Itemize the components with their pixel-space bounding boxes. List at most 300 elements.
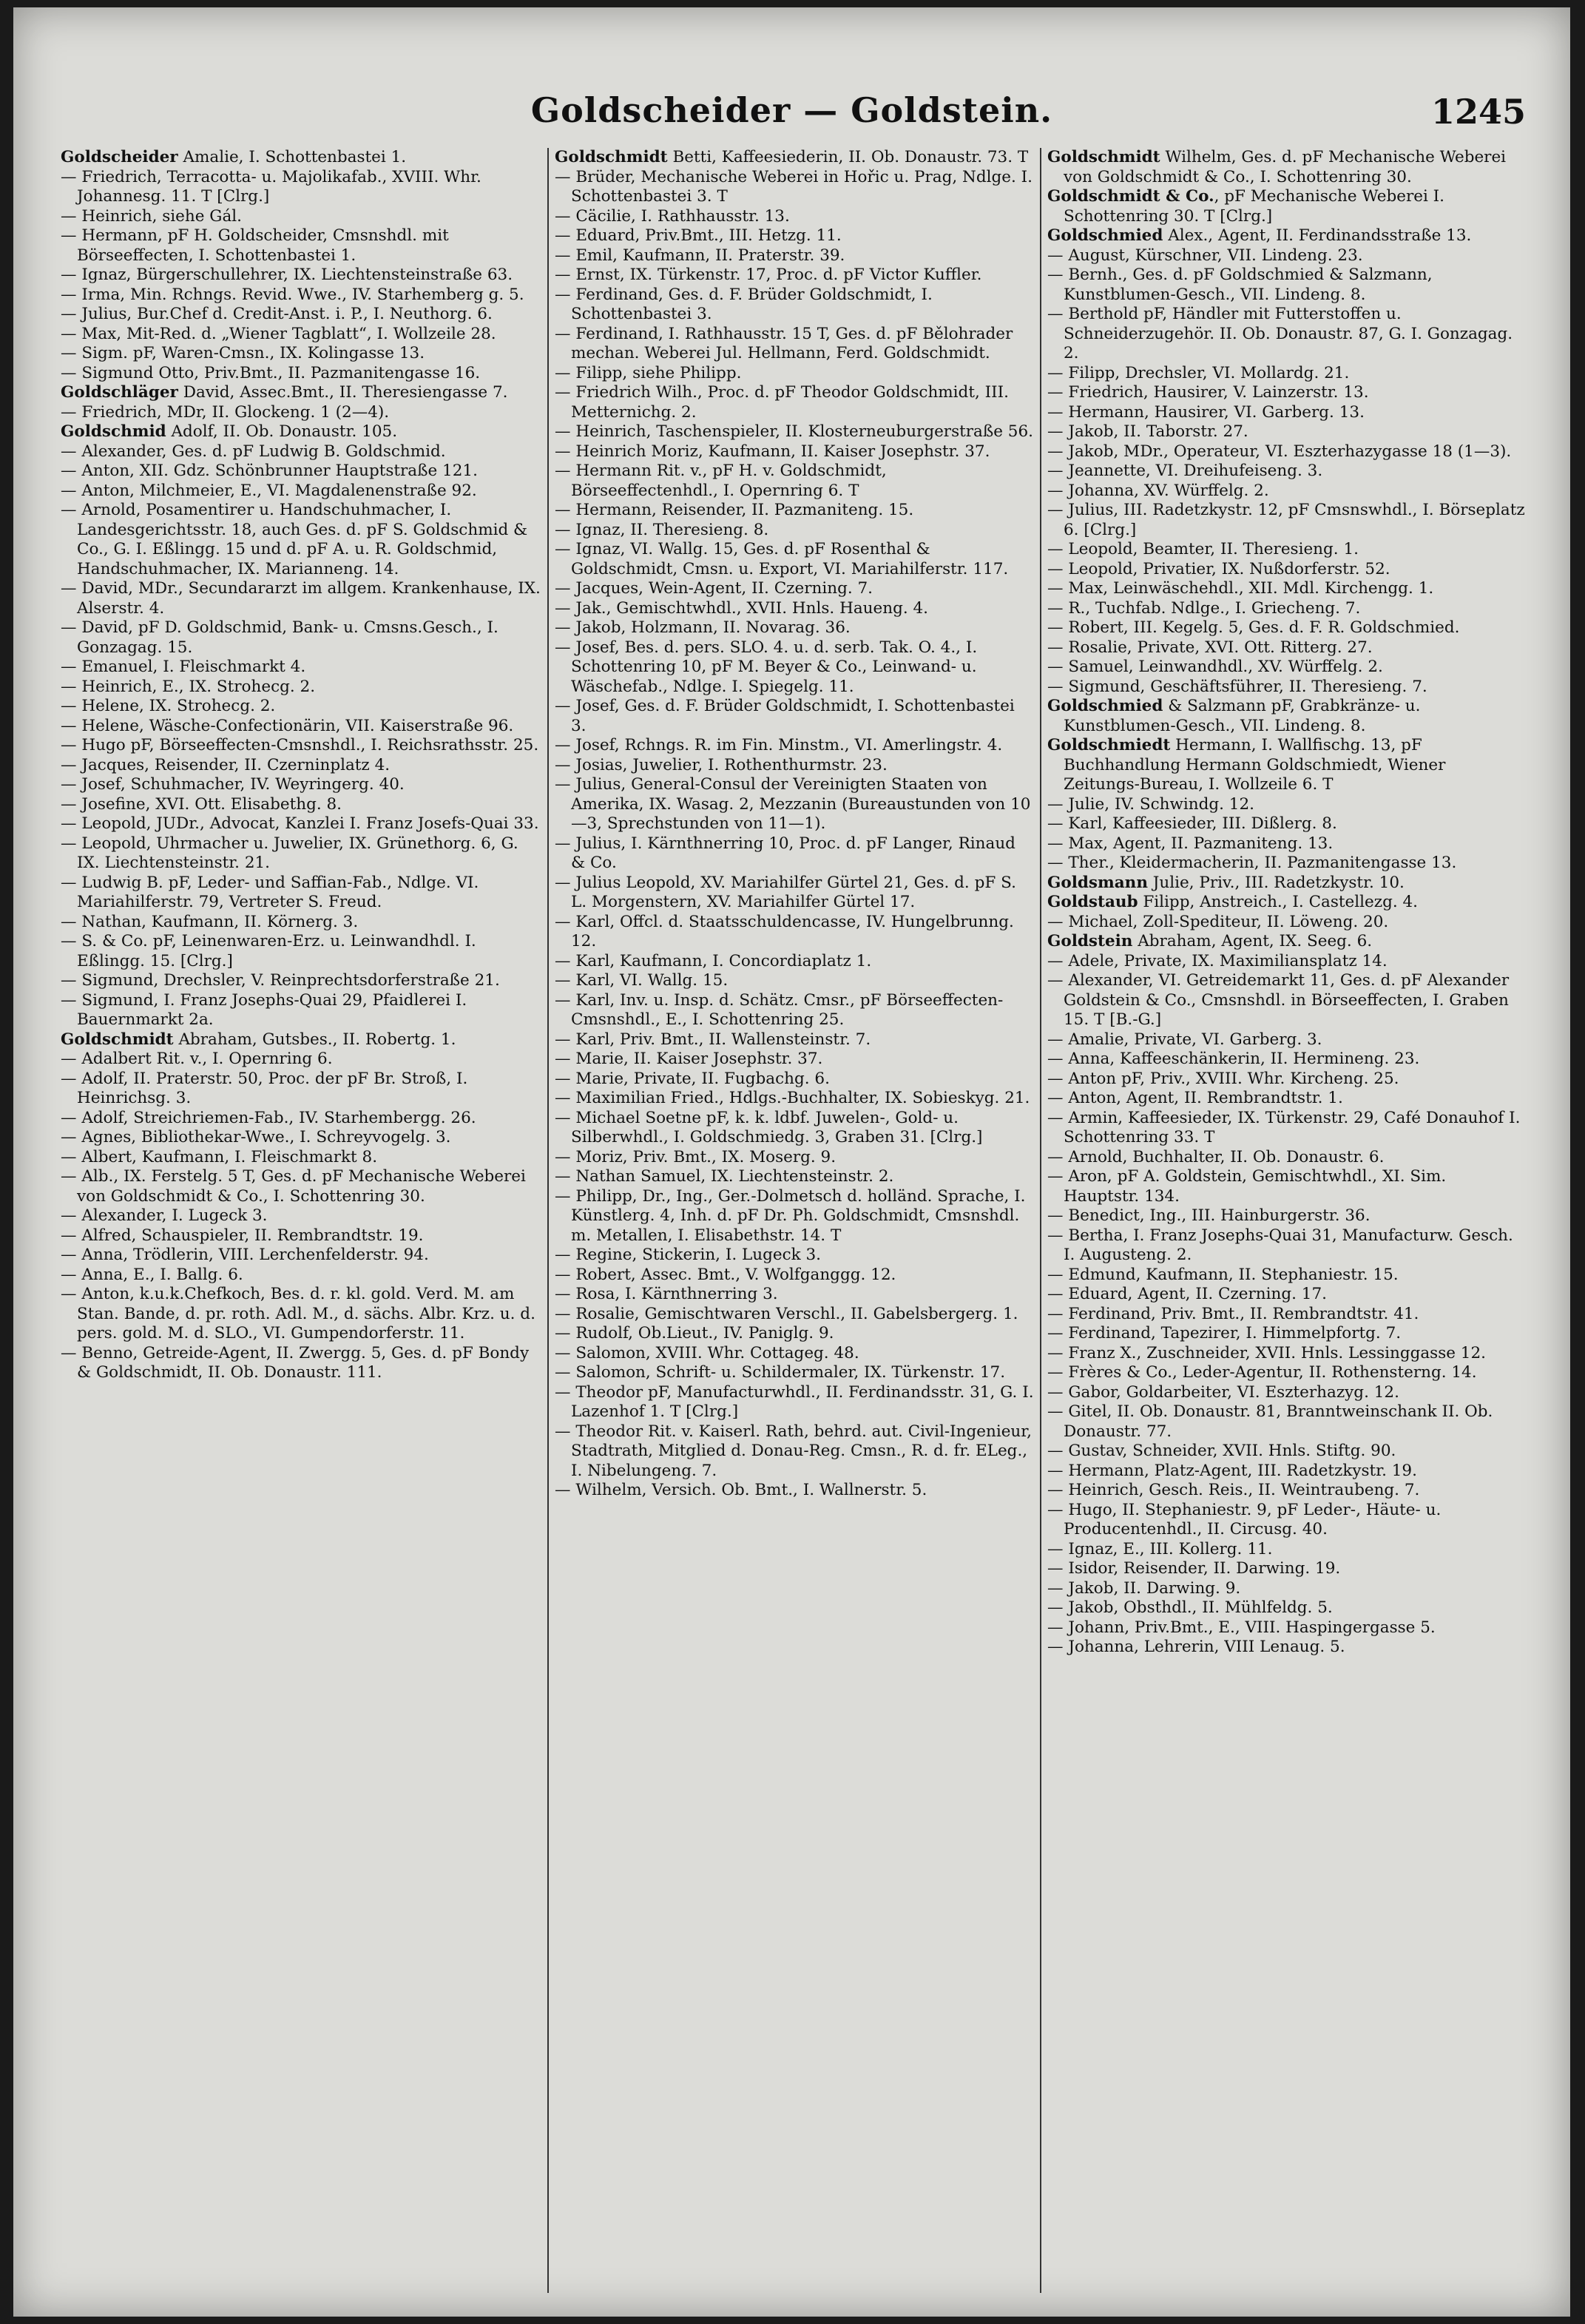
entry-text: — Edmund, Kaufmann, II. Stephaniestr. 15. xyxy=(1047,1265,1399,1284)
directory-entry xyxy=(555,579,1034,599)
entry-text: , pF Mechanische Weberei I. Schottenring 30. T [Clrg.] xyxy=(1064,187,1444,226)
entry-text: — Jakob, II. Darwing. 9. xyxy=(1047,1578,1241,1598)
directory-entry xyxy=(1047,1481,1527,1501)
directory-entry xyxy=(1047,482,1527,501)
entry-text: — Jeannette, VI. Dreihufeiseng. 3. xyxy=(1047,462,1323,480)
directory-entry xyxy=(555,638,1034,697)
directory-entry xyxy=(555,207,1034,227)
entry-text: — Gitel, II. Ob. Donaustr. 81, Branntweinschank II. Ob. Donaustr. 77. xyxy=(1047,1402,1493,1441)
entry-text: — Anna, Trödlerin, VIII. Lerchenfelderstr. 94. xyxy=(61,1246,429,1264)
directory-entry xyxy=(555,521,1034,541)
directory-entry xyxy=(61,1148,541,1168)
directory-entry xyxy=(61,305,541,325)
entry-text: — Karl, Offcl. d. Staatsschuldencasse, IV. Hungelbrunng. 12. xyxy=(555,912,1014,950)
entry-text: — Emil, Kaufmann, II. Praterstr. 39. xyxy=(555,246,845,265)
directory-entry xyxy=(1047,1501,1527,1540)
entry-text: — Josef, Schuhmacher, IV. Weyringerg. 40. xyxy=(61,775,405,794)
entry-text: — Alexander, I. Lugeck 3. xyxy=(61,1206,268,1225)
entry-text: — Max, Agent, II. Pazmaniteng. 13. xyxy=(1047,834,1334,853)
directory-entry xyxy=(555,1363,1034,1383)
directory-entry xyxy=(1047,893,1527,913)
entry-text: — Albert, Kaufmann, I. Fleischmarkt 8. xyxy=(61,1147,378,1166)
directory-entry xyxy=(1047,1285,1527,1305)
entry-text: — David, MDr., Secundararzt im allgem. Krankenhause, IX. Alserstr. 4. xyxy=(61,579,541,618)
directory-entry xyxy=(61,658,541,678)
directory-entry xyxy=(1047,501,1527,540)
directory-entry xyxy=(61,501,541,579)
entry-text: — Jakob, Obsthdl., II. Mühlfeldg. 5. xyxy=(1047,1598,1333,1617)
entry-text: — Salomon, XVIII. Whr. Cottageg. 48. xyxy=(555,1343,859,1362)
directory-entry xyxy=(1047,1030,1527,1050)
directory-entry xyxy=(555,1285,1034,1305)
entry-text: — Sigmund, I. Franz Josephs-Quai 29, Pfaidlerei I. Bauernmarkt 2a. xyxy=(61,990,467,1029)
directory-entry xyxy=(1047,874,1527,894)
directory-entry xyxy=(555,1089,1034,1109)
directory-entry xyxy=(1047,1148,1527,1168)
entry-text: — Hermann, pF H. Goldscheider, Cmsnshdl. mit Börseeffecten, I. Schottenbastei 1. xyxy=(61,226,449,265)
directory-entry xyxy=(61,1167,541,1206)
directory-entry xyxy=(1047,1383,1527,1403)
entry-text: — Jacques, Reisender, II. Czerninplatz 4. xyxy=(61,755,391,774)
directory-entry xyxy=(1047,618,1527,638)
entry-text: — Max, Leinwäschehdl., XII. Mdl. Kirchengg. 1. xyxy=(1047,579,1434,598)
entry-text: — Josefine, XVI. Ott. Elisabethg. 8. xyxy=(61,794,342,814)
entry-text: — Alfred, Schauspieler, II. Rembrandtstr. 19. xyxy=(61,1226,424,1245)
directory-entry xyxy=(61,403,541,423)
directory-entry xyxy=(61,717,541,737)
entry-text: — Anton, XII. Gdz. Schönbrunner Hauptstraße 121. xyxy=(61,462,478,480)
entry-text: — Hermann Rit. v., pF H. v. Goldschmidt, Börseeffectenhdl., I. Opernring 6. T xyxy=(555,462,887,500)
directory-entry xyxy=(1047,1540,1527,1560)
directory-entry xyxy=(1047,1109,1527,1148)
entry-text: — Wilhelm, Versich. Ob. Bmt., I. Wallnerstr. 5. xyxy=(555,1481,927,1499)
directory-entry xyxy=(1047,383,1527,403)
entry-text: — Karl, Inv. u. Insp. d. Schätz. Cmsr., pF Börseeffecten-Cmsnshdl., E., I. Schottenring 25. xyxy=(555,990,1004,1029)
entry-text: — Anna, E., I. Ballg. 6. xyxy=(61,1265,243,1284)
entry-text: — Josef, Bes. d. pers. SLO. 4. u. d. serb. Tak. O. 4., I. Schottenring 10, pF M. Beyer & Co., Leinwand- u. Wäschefab., Ndlge. I. Spiegelg. 11. xyxy=(555,638,978,696)
directory-entry xyxy=(61,795,541,815)
entry-text: — Theodor Rit. v. Kaiserl. Rath, behrd. aut. Civil-Ingenieur, Stadtrath, Mitglied d. Donau-Reg. Cmsn., R. d. fr. ELeg., I. Nibelungeng. 7. xyxy=(555,1422,1033,1480)
directory-entry xyxy=(1047,1402,1527,1442)
entry-text: — Maximilian Fried., Hdlgs.-Buchhalter, IX. Sobieskyg. 21. xyxy=(555,1089,1030,1107)
directory-entry xyxy=(555,148,1034,168)
entry-text: Abraham, Agent, IX. Seeg. 6. xyxy=(1132,932,1373,950)
entry-text: — Nathan Samuel, IX. Liechtensteinstr. 2. xyxy=(555,1167,894,1186)
directory-entry xyxy=(61,1246,541,1266)
directory-entry xyxy=(61,1226,541,1246)
entry-text: — Bertha, I. Franz Josephs-Quai 31, Manufacturw. Gesch. I. Augusteng. 2. xyxy=(1047,1226,1513,1264)
directory-entry xyxy=(555,618,1034,638)
entry-text: — Hermann, Reisender, II. Pazmaniteng. 15. xyxy=(555,501,914,519)
directory-entry xyxy=(555,325,1034,364)
page-number: 1245 xyxy=(1430,92,1526,132)
directory-entry xyxy=(555,1187,1034,1246)
directory-entry xyxy=(1047,403,1527,423)
entry-text: — August, Kürschner, VII. Lindeng. 23. xyxy=(1047,246,1363,265)
directory-entry xyxy=(61,364,541,384)
directory-entry xyxy=(555,599,1034,619)
directory-entry xyxy=(61,991,541,1030)
entry-text: — Benedict, Ing., III. Hainburgerstr. 36. xyxy=(1047,1206,1371,1225)
directory-entry xyxy=(555,286,1034,325)
directory-entry xyxy=(61,148,541,168)
entry-text: — Alexander, VI. Getreidemarkt 11, Ges. d. pF Alexander Goldstein & Co., Cmsnshdl. in Börseeffecten, I. Graben 15. T [B.-G.] xyxy=(1047,971,1510,1029)
directory-entry xyxy=(555,952,1034,972)
entry-text: — Friedrich, Terracotta- u. Majolikafab., XVIII. Whr. Johannesg. 11. T [Clrg.] xyxy=(61,167,481,206)
entry-text: — Michael, Zoll-Spediteur, II. Löweng. 20. xyxy=(1047,912,1389,931)
directory-entry xyxy=(1047,540,1527,560)
directory-entry xyxy=(1047,795,1527,815)
directory-entry xyxy=(1047,599,1527,619)
entry-text: — Heinrich Moriz, Kaufmann, II. Kaiser Josephstr. 37. xyxy=(555,442,990,461)
directory-entry xyxy=(1047,1363,1527,1383)
entry-text: — Sigmund, Geschäftsführer, II. Theresieng. 7. xyxy=(1047,677,1427,696)
entry-text: — Samuel, Leinwandhdl., XV. Würffelg. 2. xyxy=(1047,658,1383,676)
directory-entry xyxy=(61,971,541,991)
directory-entry xyxy=(61,422,541,442)
entry-text: — Marie, II. Kaiser Josephstr. 37. xyxy=(555,1050,823,1068)
entry-text: Betti, Kaffeesiederin, II. Ob. Donaustr. 73. T xyxy=(667,148,1029,166)
entry-text: — Ferdinand, Tapezirer, I. Himmelpfortg. 7. xyxy=(1047,1324,1402,1342)
directory-entry xyxy=(1047,560,1527,580)
entry-text: — Gustav, Schneider, XVII. Hnls. Stiftg. 90. xyxy=(1047,1442,1396,1460)
directory-entry xyxy=(555,226,1034,246)
entry-text: — Ludwig B. pF, Leder- und Saffian-Fab., Ndlge. VI. Mariahilferstr. 79, Vertreter S. Freud. xyxy=(61,873,479,911)
directory-entry xyxy=(1047,305,1527,364)
entry-text: — Ignaz, Bürgerschullehrer, IX. Liechtensteinstraße 63. xyxy=(61,266,513,284)
directory-entry xyxy=(555,501,1034,521)
directory-entry xyxy=(555,874,1034,913)
entry-text: — Gabor, Goldarbeiter, VI. Eszterhazyg. 12. xyxy=(1047,1382,1399,1402)
entry-surname: Goldschmidt xyxy=(555,148,668,166)
directory-entry xyxy=(61,1266,541,1286)
entry-text: — Cäcilie, I. Rathhausstr. 13. xyxy=(555,206,790,226)
directory-entry xyxy=(61,482,541,501)
directory-entry xyxy=(1047,579,1527,599)
directory-entry xyxy=(555,1344,1034,1364)
directory-entry xyxy=(1047,1206,1527,1226)
directory-entry xyxy=(61,1285,541,1344)
entry-text: — Adele, Private, IX. Maximiliansplatz 14. xyxy=(1047,951,1388,970)
entry-text: — Ferdinand, I. Rathhausstr. 15 T, Ges. d. pF Bělohrader mechan. Weberei Jul. Hellmann, Ferd. Goldschmidt. xyxy=(555,324,1013,362)
directory-entry xyxy=(1047,1462,1527,1482)
directory-entry xyxy=(61,814,541,834)
entry-text: — Ignaz, II. Theresieng. 8. xyxy=(555,520,769,539)
directory-entry xyxy=(555,266,1034,286)
entry-surname: Goldschmiedt xyxy=(1047,736,1171,754)
entry-text: — Sigmund Otto, Priv.Bmt., II. Pazmanitengasse 16. xyxy=(61,363,481,382)
entry-text: — Eduard, Agent, II. Czerning. 17. xyxy=(1047,1285,1327,1303)
entry-text: — Jak., Gemischtwhdl., XVII. Hnls. Haueng. 4. xyxy=(555,598,929,618)
directory-entry xyxy=(1047,246,1527,266)
directory-entry xyxy=(1047,834,1527,854)
directory-entry xyxy=(1047,1598,1527,1618)
directory-entry xyxy=(555,422,1034,442)
directory-entry xyxy=(1047,1266,1527,1286)
entry-text: Julie, Priv., III. Radetzkystr. 10. xyxy=(1147,873,1405,892)
entry-surname: Goldschmied xyxy=(1047,226,1163,245)
entry-text: — Josias, Juwelier, I. Rothenthurmstr. 23. xyxy=(555,755,888,774)
directory-entry xyxy=(1047,952,1527,972)
entry-text: — Franz X., Zuschneider, XVII. Hnls. Lessinggasse 12. xyxy=(1047,1343,1487,1362)
directory-entry xyxy=(555,442,1034,462)
directory-entry xyxy=(1047,638,1527,658)
entry-text: — Friedrich Wilh., Proc. d. pF Theodor Goldschmidt, III. Metternichg. 2. xyxy=(555,383,1009,422)
entry-text: — Ignaz, VI. Wallg. 15, Ges. d. pF Rosenthal & Goldschmidt, Cmsn. u. Export, VI. Mariahilferstr. 117. xyxy=(555,540,1009,578)
entry-surname: Goldsmann xyxy=(1047,873,1148,892)
directory-entry xyxy=(1047,1442,1527,1462)
directory-entry xyxy=(1047,658,1527,678)
entry-text: — Moriz, Priv. Bmt., IX. Moserg. 9. xyxy=(555,1147,837,1166)
entry-text: — Frères & Co., Leder-Agentur, II. Rothensterng. 14. xyxy=(1047,1363,1477,1382)
directory-entry xyxy=(1047,1226,1527,1266)
directory-entry xyxy=(61,913,541,933)
entry-surname: Goldschmidt xyxy=(61,1030,174,1049)
directory-entry xyxy=(555,756,1034,776)
entry-text: Filipp, Anstreich., I. Castellezg. 4. xyxy=(1138,893,1419,911)
directory-entry xyxy=(1047,148,1527,187)
entry-text: — Ferdinand, Priv. Bmt., II. Rembrandtstr. 41. xyxy=(1047,1304,1419,1323)
entry-text: — Hermann, Platz-Agent, III. Radetzkystr. 19. xyxy=(1047,1461,1417,1480)
entry-text: — Heinrich, E., IX. Strohecg. 2. xyxy=(61,677,316,696)
directory-entry xyxy=(1047,1324,1527,1344)
entry-text: — Jacques, Wein-Agent, II. Czerning. 7. xyxy=(555,579,873,598)
directory-entry xyxy=(1047,854,1527,874)
entry-text: — Jakob, II. Taborstr. 27. xyxy=(1047,422,1248,441)
entry-text: — Karl, Kaffeesieder, III. Dißlerg. 8. xyxy=(1047,814,1337,833)
directory-entry xyxy=(61,775,541,795)
entry-text: — Rosa, I. Kärnthnerring 3. xyxy=(555,1285,778,1303)
directory-entry xyxy=(61,325,541,345)
entry-text: — Max, Mit-Red. d. „Wiener Tagblatt“, I. Wollzeile 28. xyxy=(61,324,496,343)
entry-text: — Nathan, Kaufmann, II. Körnerg. 3. xyxy=(61,912,359,931)
entry-text: — Ther., Kleidermacherin, II. Pazmanitengasse 13. xyxy=(1047,854,1457,872)
column-1 xyxy=(55,148,547,2293)
entry-text: — Johann, Priv.Bmt., E., VIII. Haspingergasse 5. xyxy=(1047,1618,1436,1637)
directory-entry xyxy=(555,1167,1034,1187)
entry-text: — Anton, Milchmeier, E., VI. Magdalenenstraße 92. xyxy=(61,481,477,500)
entry-text: — Anna, Kaffeeschänkerin, II. Hermineng. 23. xyxy=(1047,1050,1420,1068)
entry-text: — Hermann, Hausirer, VI. Garberg. 13. xyxy=(1047,402,1365,422)
entry-text: — Karl, Priv. Bmt., II. Wallensteinstr. 7. xyxy=(555,1030,871,1049)
entry-text: — Heinrich, Gesch. Reis., II. Weintraubeng. 7. xyxy=(1047,1481,1420,1499)
entry-text: — Julius, I. Kärnthnerring 10, Proc. d. pF Langer, Rinaud & Co. xyxy=(555,834,1015,872)
entry-text: — Helene, IX. Strohecg. 2. xyxy=(61,697,276,715)
entry-text: & Salzmann pF, Grabkränze- u. Kunstblumen-Gesch., VII. Lindeng. 8. xyxy=(1064,697,1421,735)
entry-text: — Theodor pF, Manufacturwhdl., II. Ferdinandsstr. 31, G. I. Lazenhof 1. T [Clrg.] xyxy=(555,1382,1034,1421)
directory-entry xyxy=(61,1128,541,1148)
entry-text: — Arnold, Posamentirer u. Handschuhmacher, I. Landesgerichtsstr. 18, auch Ges. d. pF S. Goldschmid & Co., G. I. Eßlingg. 15 und d. pF A. u. R. Goldschmid, Handschuhmacher, IX. Marianneng. 14. xyxy=(61,501,528,578)
directory-entry xyxy=(1047,1638,1527,1658)
entry-text: — Salomon, Schrift- u. Schildermaler, IX. Türkenstr. 17. xyxy=(555,1363,1006,1382)
entry-text: — Robert, Assec. Bmt., V. Wolfganggg. 12. xyxy=(555,1265,896,1284)
entry-text: — Hugo pF, Börseeffecten-Cmsnshdl., I. Reichsrathsstr. 25. xyxy=(61,736,539,754)
directory-entry xyxy=(1047,1089,1527,1109)
directory-entry xyxy=(61,1070,541,1109)
directory-entry xyxy=(555,246,1034,266)
entry-text: — Adolf, II. Praterstr. 50, Proc. der pF Br. Stroß, I. Heinrichsg. 3. xyxy=(61,1069,468,1107)
entry-text: — Anton pF, Priv., XVIII. Whr. Kircheng. 25. xyxy=(1047,1069,1399,1088)
entry-text: — Rosalie, Gemischtwaren Verschl., II. Gabelsbergerg. 1. xyxy=(555,1304,1018,1323)
entry-surname: Goldschmidt & Co. xyxy=(1047,187,1214,206)
directory-entry xyxy=(1047,932,1527,952)
entry-text: — Rudolf, Ob.Lieut., IV. Paniglg. 9. xyxy=(555,1324,834,1342)
directory-entry xyxy=(61,266,541,286)
entry-text: — Bernh., Ges. d. pF Goldschmied & Salzmann, Kunstblumen-Gesch., VII. Lindeng. 8. xyxy=(1047,266,1433,304)
directory-entry xyxy=(1047,1050,1527,1070)
entry-text: — Ferdinand, Ges. d. F. Brüder Goldschmidt, I. Schottenbastei 3. xyxy=(555,285,933,323)
directory-entry xyxy=(1047,187,1527,226)
directory-entry xyxy=(555,540,1034,579)
directory-entry xyxy=(555,971,1034,991)
directory-entry xyxy=(555,383,1034,422)
directory-entry xyxy=(1047,266,1527,305)
page-title: Goldscheider — Goldstein. xyxy=(530,90,1053,130)
directory-page xyxy=(13,7,1570,2317)
directory-entry xyxy=(61,678,541,697)
entry-text: — Josef, Rchngs. R. im Fin. Minstm., VI. Amerlingstr. 4. xyxy=(555,736,1003,754)
entry-text: — Filipp, Drechsler, VI. Mollardg. 21. xyxy=(1047,363,1350,382)
entry-text: — Alb., IX. Ferstelg. 5 T, Ges. d. pF Mechanische Weberei von Goldschmidt & Co., I. Schottenring 30. xyxy=(61,1167,526,1206)
directory-entry xyxy=(1047,1559,1527,1579)
directory-entry xyxy=(61,344,541,364)
directory-entry xyxy=(555,1246,1034,1266)
directory-entry xyxy=(1047,1305,1527,1325)
entry-surname: Goldschmied xyxy=(1047,697,1163,715)
entry-text: — Ignaz, E., III. Kollerg. 11. xyxy=(1047,1539,1273,1558)
entry-text: — Ernst, IX. Türkenstr. 17, Proc. d. pF Victor Kuffler. xyxy=(555,266,982,284)
directory-entry xyxy=(555,775,1034,834)
entry-text: — S. & Co. pF, Leinenwaren-Erz. u. Leinwandhdl. I. Eßlingg. 15. [Clrg.] xyxy=(61,932,476,970)
entry-text: — Josef, Ges. d. F. Brüder Goldschmidt, I. Schottenbastei 3. xyxy=(555,697,1015,735)
column-2 xyxy=(547,148,1040,2293)
entry-text: — Armin, Kaffeesieder, IX. Türkenstr. 29, Café Donauhof I. Schottenring 33. T xyxy=(1047,1108,1521,1146)
entry-text: — Marie, Private, II. Fugbachg. 6. xyxy=(555,1069,830,1088)
entry-text: — Julie, IV. Schwindg. 12. xyxy=(1047,794,1255,814)
directory-entry xyxy=(555,1383,1034,1422)
entry-text: — Leopold, Privatier, IX. Nußdorferstr. 52. xyxy=(1047,559,1390,578)
entry-text: — Irma, Min. Rchngs. Revid. Wwe., IV. Starhemberg g. 5. xyxy=(61,285,524,304)
directory-entry xyxy=(555,1050,1034,1070)
directory-entry xyxy=(1047,814,1527,834)
directory-entry xyxy=(555,168,1034,207)
directory-entry xyxy=(1047,462,1527,482)
entry-text: — Agnes, Bibliothekar-Wwe., I. Schreyvogelg. 3. xyxy=(61,1128,451,1146)
directory-entry xyxy=(61,697,541,717)
directory-entry xyxy=(61,756,541,776)
directory-entry xyxy=(1047,1618,1527,1638)
directory-entry xyxy=(555,913,1034,952)
directory-entry xyxy=(61,1109,541,1129)
directory-entry xyxy=(61,207,541,227)
entry-text: — Eduard, Priv.Bmt., III. Hetzg. 11. xyxy=(555,226,842,245)
directory-entry xyxy=(555,364,1034,384)
entry-surname: Goldschmidt xyxy=(1047,148,1160,166)
entry-text: — David, pF D. Goldschmid, Bank- u. Cmsns.Gesch., I. Gonzagag. 15. xyxy=(61,618,499,657)
directory-entry xyxy=(61,736,541,756)
directory-entry xyxy=(555,1481,1034,1501)
entry-surname: Goldstein xyxy=(1047,932,1133,950)
entry-text: — Heinrich, siehe Gál. xyxy=(61,206,242,226)
page-header xyxy=(13,90,1570,135)
entry-text: — Anton, Agent, II. Rembrandtstr. 1. xyxy=(1047,1089,1343,1107)
entry-text: — Alexander, Ges. d. pF Ludwig B. Goldschmid. xyxy=(61,442,446,461)
entry-text: — Robert, III. Kegelg. 5, Ges. d. F. R. Goldschmied. xyxy=(1047,618,1460,637)
entry-text: — Berthold pF, Händler mit Futterstoffen u. Schneiderzugehör. II. Ob. Donaustr. 87, G. I. Gonzagag. 2. xyxy=(1047,305,1513,362)
entry-text: David, Assec.Bmt., II. Theresiengasse 7. xyxy=(178,383,508,402)
directory-entry xyxy=(1047,736,1527,795)
directory-entry xyxy=(61,834,541,874)
entry-text: — Johanna, Lehrerin, VIII Lenaug. 5. xyxy=(1047,1638,1345,1656)
entry-text: — Adalbert Rit. v., I. Opernring 6. xyxy=(61,1050,333,1068)
entry-text: — Friedrich, Hausirer, V. Lainzerstr. 13. xyxy=(1047,383,1369,402)
entry-surname: Goldstaub xyxy=(1047,893,1138,911)
directory-entry xyxy=(61,932,541,971)
directory-entry xyxy=(555,697,1034,736)
entry-text: — Leopold, Uhrmacher u. Juwelier, IX. Grünethorg. 6, G. IX. Liechtensteinstr. 21. xyxy=(61,834,518,872)
entry-text: Alex., Agent, II. Ferdinandsstraße 13. xyxy=(1163,226,1472,245)
entry-text: — Brüder, Mechanische Weberei in Hořic u. Prag, Ndlge. I. Schottenbastei 3. T xyxy=(555,167,1033,206)
entry-text: — R., Tuchfab. Ndlge., I. Griecheng. 7. xyxy=(1047,598,1361,618)
entry-text: Amalie, I. Schottenbastei 1. xyxy=(178,148,407,166)
entry-text: — Karl, VI. Wallg. 15. xyxy=(555,971,729,990)
entry-text: — Regine, Stickerin, I. Lugeck 3. xyxy=(555,1246,822,1264)
directory-entry xyxy=(61,286,541,305)
directory-entry xyxy=(61,1206,541,1226)
entry-text: — Julius Leopold, XV. Mariahilfer Gürtel 21, Ges. d. pF S. L. Morgenstern, XV. Mariahilfer Gürtel 17. xyxy=(555,873,1016,911)
entry-text: — Michael Soetne pF, k. k. ldbf. Juwelen-, Gold- u. Silberwhdl., I. Goldschmiedg. 3, Graben 31. [Clrg.] xyxy=(555,1108,983,1146)
directory-entry xyxy=(1047,364,1527,384)
directory-entry xyxy=(555,1324,1034,1344)
entry-text: — Hugo, II. Stephaniestr. 9, pF Leder-, Häute- u. Producentenhdl., II. Circusg. 40. xyxy=(1047,1500,1442,1538)
directory-entry xyxy=(1047,913,1527,933)
directory-entry xyxy=(555,1305,1034,1325)
entry-text: — Julius, III. Radetzkystr. 12, pF Cmsnswhdl., I. Börseplatz 6. [Clrg.] xyxy=(1047,501,1525,539)
directory-entry xyxy=(61,874,541,913)
entry-surname: Goldschmid xyxy=(61,422,166,441)
directory-entry xyxy=(555,1266,1034,1286)
directory-entry xyxy=(1047,1167,1527,1206)
directory-entry xyxy=(1047,971,1527,1030)
directory-entry xyxy=(61,168,541,207)
directory-entry xyxy=(1047,1579,1527,1599)
entry-text: — Emanuel, I. Fleischmarkt 4. xyxy=(61,658,306,676)
directory-entry xyxy=(1047,697,1527,736)
directory-entry xyxy=(555,1422,1034,1482)
directory-entry xyxy=(555,736,1034,756)
directory-entry xyxy=(555,1148,1034,1168)
entry-surname: Goldscheider xyxy=(61,148,178,166)
entry-text: — Arnold, Buchhalter, II. Ob. Donaustr. 6. xyxy=(1047,1147,1385,1166)
directory-entry xyxy=(1047,1070,1527,1090)
directory-entry xyxy=(61,442,541,462)
entry-text: — Filipp, siehe Philipp. xyxy=(555,363,742,382)
entry-text: Hermann, I. Wallfischg. 13, pF Buchhandlung Hermann Goldschmiedt, Wiener Zeitungs-Bureau, I. Wollzeile 6. T xyxy=(1064,736,1446,794)
directory-entry xyxy=(1047,422,1527,442)
entry-text: — Aron, pF A. Goldstein, Gemischtwhdl., XI. Sim. Hauptstr. 134. xyxy=(1047,1167,1447,1206)
directory-entry xyxy=(61,462,541,482)
entry-text: — Friedrich, MDr, II. Glockeng. 1 (2—4). xyxy=(61,402,390,422)
directory-entry xyxy=(61,1344,541,1383)
directory-entry xyxy=(555,462,1034,501)
entry-text: — Sigm. pF, Waren-Cmsn., IX. Kolingasse 13. xyxy=(61,344,425,362)
entry-text: — Leopold, JUDr., Advocat, Kanzlei I. Franz Josefs-Quai 33. xyxy=(61,814,539,833)
entry-text: — Amalie, Private, VI. Garberg. 3. xyxy=(1047,1030,1322,1049)
directory-entry xyxy=(61,579,541,618)
entry-text: — Jakob, Holzmann, II. Novarag. 36. xyxy=(555,618,851,637)
entry-text: Wilhelm, Ges. d. pF Mechanische Weberei von Goldschmidt & Co., I. Schottenring 30. xyxy=(1064,148,1507,186)
directory-entry xyxy=(555,1070,1034,1090)
